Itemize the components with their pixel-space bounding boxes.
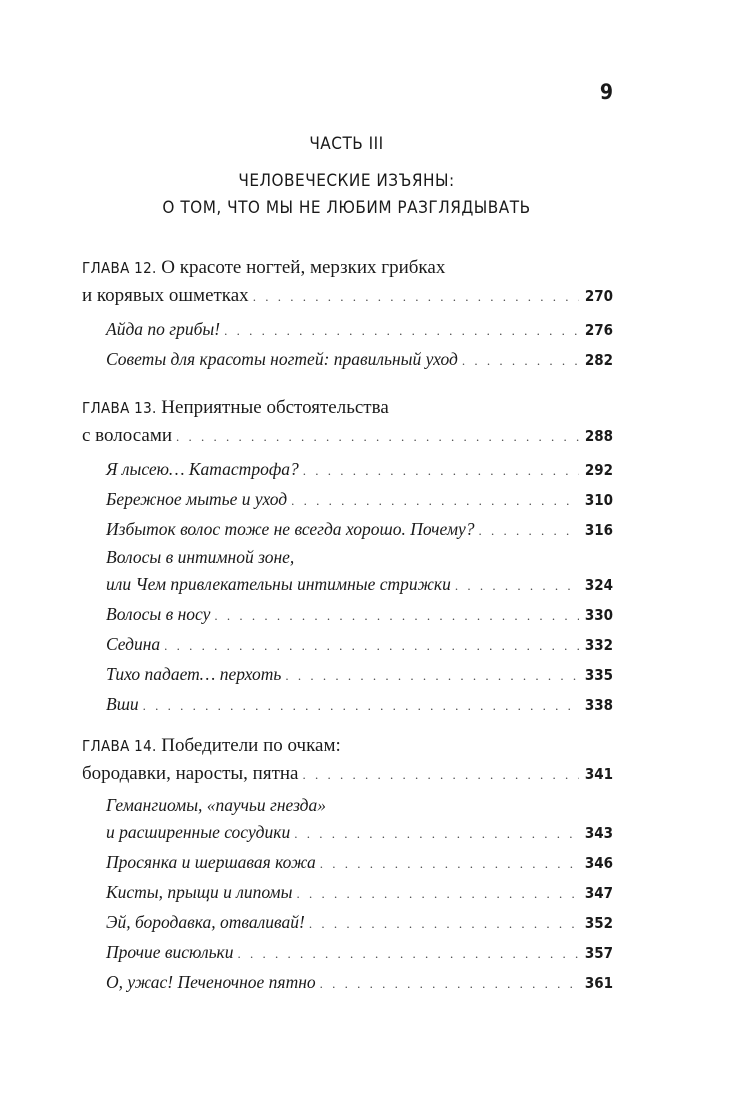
section-title: Избыток волос тоже не всегда хорошо. Почему? — [106, 519, 475, 539]
part-heading — [80, 134, 613, 222]
section-title: О, ужас! Печеночное пятно — [106, 972, 316, 992]
page-ref: 332 — [584, 636, 613, 654]
toc-entry[interactable] — [82, 570, 613, 600]
page-ref: 292 — [584, 461, 613, 479]
dot-leader — [455, 571, 579, 600]
chapter-entry[interactable] — [82, 760, 613, 789]
dot-leader — [164, 631, 579, 660]
section-title: Седина — [106, 634, 161, 654]
chapter-label: ГЛАВА 14. — [82, 737, 157, 755]
dot-leader — [253, 283, 579, 311]
dot-leader — [294, 819, 579, 848]
toc-entry[interactable] — [82, 315, 613, 345]
dot-leader — [176, 423, 579, 451]
dot-leader — [302, 761, 578, 789]
dot-leader — [285, 661, 578, 690]
page-ref: 357 — [584, 944, 613, 962]
section-title: Эй, бородавка, отваливай! — [106, 912, 305, 932]
dot-leader — [303, 456, 579, 485]
toc-entry[interactable] — [82, 818, 613, 848]
dot-leader — [479, 516, 579, 545]
toc-entry[interactable] — [82, 968, 613, 998]
dot-leader — [462, 346, 579, 375]
page-ref: 346 — [584, 854, 613, 872]
page-ref: 338 — [584, 696, 613, 714]
dot-leader — [296, 879, 578, 908]
page-ref: 341 — [584, 765, 613, 783]
chapter-entry[interactable] — [82, 422, 613, 451]
chapter-14 — [82, 732, 613, 998]
chapter-12 — [82, 254, 613, 375]
page-ref: 282 — [584, 351, 613, 369]
section-title: Айда по грибы! — [106, 319, 221, 339]
section-title: Советы для красоты ногтей: правильный уход — [106, 349, 458, 369]
page-ref: 270 — [584, 287, 613, 305]
page-number: 9 — [599, 80, 613, 104]
section-title: Прочие висюльки — [106, 942, 234, 962]
chapter-title: Победители по очкам: — [161, 735, 341, 756]
section-title-line-1: Волосы в интимной зоне, — [106, 547, 295, 567]
section-title: Бережное мытье и уход — [106, 489, 288, 509]
page-ref: 316 — [584, 521, 613, 539]
toc-entry[interactable] — [82, 938, 613, 968]
page-ref: 335 — [584, 666, 613, 684]
toc-entry[interactable] — [82, 485, 613, 515]
chapter-13 — [82, 394, 613, 720]
toc-entry[interactable] — [82, 630, 613, 660]
chapter-title-cont: с волосами — [82, 425, 173, 446]
section-title-line-1: Гемангиомы, «паучьи гнезда» — [106, 795, 327, 815]
chapter-title: О красоте ногтей, мерзких грибках — [161, 257, 446, 278]
chapter-title: Неприятные обстоятельства — [161, 397, 389, 418]
dot-leader — [237, 939, 578, 968]
toc-entry[interactable] — [82, 690, 613, 720]
dot-leader — [214, 601, 578, 630]
section-title: Просянка и шершавая кожа — [106, 852, 316, 872]
dot-leader — [143, 691, 579, 720]
chapter-title-cont: бородавки, наросты, пятна — [82, 763, 299, 784]
part-title-line-2: О ТОМ, ЧТО МЫ НЕ ЛЮБИМ РАЗГЛЯДЫВАТЬ — [162, 198, 531, 218]
toc-entry[interactable] — [82, 345, 613, 375]
page-ref: 324 — [584, 576, 613, 594]
section-title: Вши — [106, 694, 139, 714]
chapter-label: ГЛАВА 13. — [82, 399, 157, 417]
page-ref: 288 — [584, 427, 613, 445]
dot-leader — [291, 486, 579, 515]
page-ref: 352 — [584, 914, 613, 932]
section-title: Кисты, прыщи и липомы — [106, 882, 293, 902]
dot-leader — [320, 849, 579, 878]
page-ref: 343 — [584, 824, 613, 842]
toc-entry[interactable] — [82, 600, 613, 630]
toc-entry[interactable] — [82, 878, 613, 908]
chapter-label: ГЛАВА 12. — [82, 259, 157, 277]
section-title: Я лысею… Катастрофа? — [106, 459, 299, 479]
part-label: ЧАСТЬ III — [309, 134, 384, 154]
toc-entry[interactable] — [82, 908, 613, 938]
section-title: Тихо падает… перхоть — [106, 664, 282, 684]
chapter-title-cont: и корявых ошметках — [82, 285, 249, 306]
chapter-entry[interactable] — [82, 282, 613, 311]
dot-leader — [224, 316, 579, 345]
page-ref: 330 — [584, 606, 613, 624]
part-title — [80, 168, 613, 222]
page-ref: 361 — [584, 974, 613, 992]
section-title: или Чем привлекательны интимные стрижки — [106, 574, 451, 594]
section-title: Волосы в носу — [106, 604, 211, 624]
page-ref: 276 — [584, 321, 613, 339]
page-ref: 347 — [584, 884, 613, 902]
part-title-line-1: ЧЕЛОВЕЧЕСКИЕ ИЗЪЯНЫ: — [238, 171, 455, 191]
chapter-heading[interactable] — [82, 254, 613, 282]
toc-entry[interactable] — [82, 660, 613, 690]
section-title: и расширенные сосудики — [106, 822, 291, 842]
dot-leader — [320, 969, 579, 998]
toc-entry[interactable] — [82, 455, 613, 485]
chapter-heading[interactable] — [82, 394, 613, 422]
page-ref: 310 — [584, 491, 613, 509]
dot-leader — [309, 909, 579, 938]
toc-entry[interactable] — [82, 515, 613, 545]
chapter-heading[interactable] — [82, 732, 613, 760]
toc-entry[interactable] — [82, 848, 613, 878]
